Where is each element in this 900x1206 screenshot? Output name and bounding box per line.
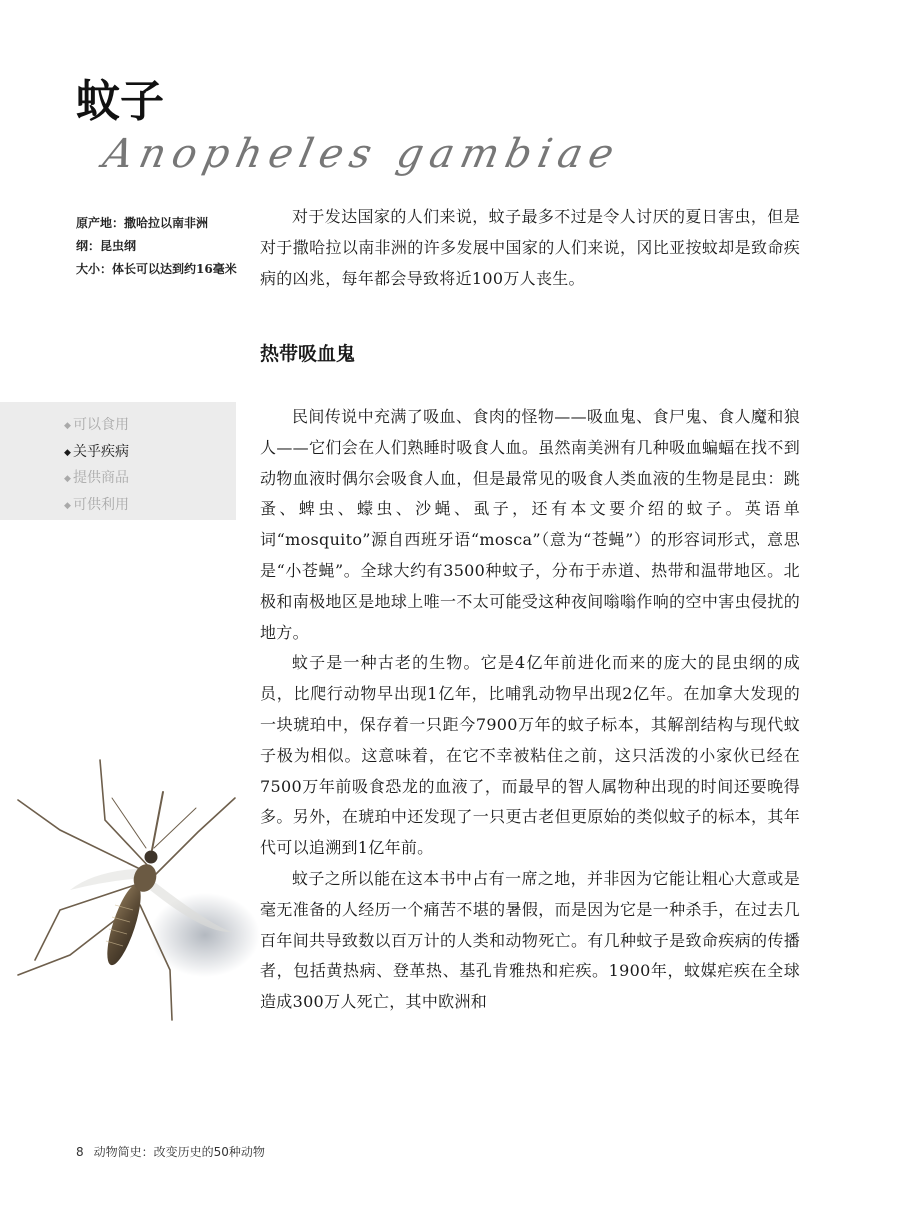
paragraph: 蚊子是一种古老的生物。它是4亿年前进化而来的庞大的昆虫纲的成员，比爬行动物早出现1亿年，比哺乳动物早出现2亿年。在加拿大发现的一块琥珀中，保存着一只距今7900万年的蚊子标本，其解剖结构与现代蚊子极为相似。这意味着，在它不幸被粘住之前，这只活泼的小家伙已经在7500万年前吸食恐龙的血液了，而最早的智人属物种出现的时间还要晚得多。另外，在琥珀中还发现了一只更古老但更原始的类似蚊子的标本，其年代可以追溯到1亿年前。: [260, 653, 800, 858]
fact-size: 大小：体长可以达到约16毫米: [76, 262, 237, 276]
body-text: [260, 402, 800, 1018]
sidebar-item-label: 提供商品: [73, 470, 129, 486]
paragraph: 蚊子之所以能在这本书中占有一席之地，并非因为它能让粗心大意或是毫无准备的人经历一个痛苦不堪的暑假，而是因为它是一种杀手，在过去几百年间共导致数以百万计的人类和动物死亡。有几种蚊子是致命疾病的传播者，包括黄热病、登革热、基孔肯雅热和疟疾。1900年，蚊媒疟疾在全球造成300万人死亡，其中欧洲和: [260, 868, 800, 1012]
book-title: 动物简史：改变历史的50种动物: [93, 1145, 265, 1159]
fact-class: 纲：昆虫纲: [76, 239, 137, 253]
fact-box: [76, 212, 246, 281]
sidebar-item-commodity: [64, 466, 236, 493]
lead-paragraph: 对于发达国家的人们来说，蚊子最多不过是令人讨厌的夏日害虫，但是对于撒哈拉以南非洲的许多发展中国家的人们来说，冈比亚按蚊却是致命疾病的凶兆，每年都会导致将近100万人丧生。: [260, 207, 800, 288]
fact-origin: 原产地：撒哈拉以南非洲: [76, 216, 209, 230]
sidebar-item-label: 可供利用: [73, 496, 129, 513]
category-sidebar: [0, 402, 236, 520]
page-footer: [76, 1143, 265, 1160]
section-heading: 热带吸血鬼: [260, 343, 356, 365]
page-number: 8: [76, 1145, 84, 1159]
sidebar-item-disease: [64, 440, 236, 467]
sidebar-item-utility: [64, 493, 236, 520]
sidebar-item-edible: [64, 413, 236, 440]
latin-name: Anopheles gambiae: [99, 131, 625, 177]
page-title: 蚊子: [76, 76, 164, 127]
sidebar-item-label: 关乎疾病: [73, 443, 129, 460]
diamond-bullet-icon: ◆: [64, 500, 71, 511]
paragraph: 民间传说中充满了吸血、食肉的怪物——吸血鬼、食尸鬼、食人魔和狼人——它们会在人们熟睡时吸食人血。虽然南美洲有几种吸血蝙蝠在找不到动物血液时偶尔会吸食人血，但是最常见的吸食人类血液的生物是昆虫：跳蚤、蜱虫、蠓虫、沙蝇、虱子，还有本文要介绍的蚊子。英语单词“mosquito”源自西班牙语“mosca”（意为“苍蝇”）的形容词形式，意思是“小苍蝇”。全球大约有3500种蚊子，分布于赤道、热带和温带地区。北极和南极地区是地球上唯一不太可能受这种夜间嗡嗡作响的空中害虫侵扰的地方。: [260, 407, 800, 642]
mosquito-illustration: [0, 720, 300, 1040]
sidebar-item-label: 可以食用: [73, 417, 129, 433]
diamond-bullet-icon: ◆: [64, 474, 71, 484]
diamond-bullet-icon: ◆: [64, 421, 71, 431]
diamond-bullet-icon: ◆: [64, 447, 71, 458]
